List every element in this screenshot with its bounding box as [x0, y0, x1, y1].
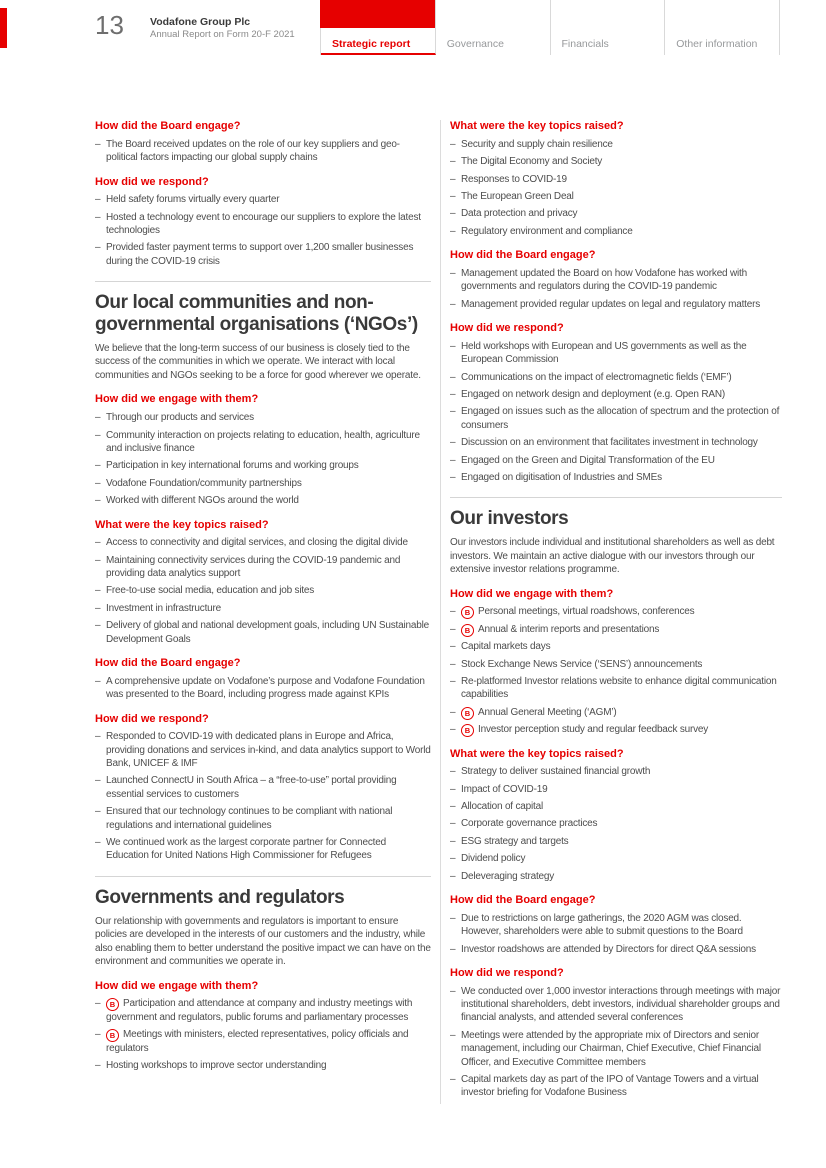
heading-engage: How did we engage with them?	[450, 587, 614, 600]
list-item-text: Hosted a technology event to encourage our suppliers to explore the latest technologies	[106, 211, 421, 237]
list-item	[95, 675, 431, 702]
list-item	[450, 454, 782, 467]
list-item-text: Corporate governance practices	[461, 818, 598, 830]
list-item-text: Free-to-use social media, education and job sites	[106, 585, 315, 597]
list-item	[95, 805, 431, 832]
heading-board-engage: How did the Board engage?	[95, 120, 241, 132]
heading-respond: How did we respond?	[450, 322, 564, 335]
list-item	[95, 602, 431, 615]
list-item	[450, 723, 782, 736]
list-item-text: Worked with different NGOs around the world	[106, 495, 299, 507]
list-item-text: Engaged on the Green and Digital Transformation of the EU	[461, 454, 715, 466]
list-item	[95, 411, 431, 424]
list-item	[450, 138, 782, 151]
list-item	[450, 436, 782, 449]
report-identity	[150, 16, 320, 41]
list-item-text: Participation in key international forums and working groups	[106, 460, 359, 472]
left-column	[95, 120, 440, 1104]
active-tab-marker	[320, 0, 435, 28]
list-item-text: Dividend policy	[461, 853, 526, 865]
list-item	[450, 658, 782, 671]
heading-board-engage: How did the Board engage?	[450, 893, 596, 906]
tab-label: Other information	[676, 38, 758, 50]
list-item	[450, 340, 782, 367]
section-rule	[450, 497, 782, 498]
section-rule	[95, 876, 431, 877]
bullet-list	[450, 765, 782, 883]
list-item-text: Investment in infrastructure	[106, 602, 222, 614]
tab-other-information[interactable]	[665, 0, 780, 55]
list-item	[95, 241, 431, 268]
bullet-list	[450, 912, 782, 956]
company-name: Vodafone Group Plc	[150, 16, 251, 28]
list-item	[450, 225, 782, 238]
list-item-text: Regulatory environment and compliance	[461, 225, 633, 237]
list-item-text: Launched ConnectU in South Africa – a “free-to-use” portal providing essential services to customers	[106, 775, 397, 800]
list-item-text: Capital markets day as part of the IPO of Vantage Towers and a virtual investor briefing for Vodafone Business	[461, 1074, 759, 1099]
list-item	[450, 1073, 782, 1100]
list-item-text: The European Green Deal	[461, 190, 574, 202]
list-item-text: Management updated the Board on how Vodafone has worked with governments and regulators during the COVID-19 pandemic	[461, 267, 747, 293]
tab-financials[interactable]	[551, 0, 666, 55]
list-item	[450, 783, 782, 796]
tab-label: Governance	[446, 38, 504, 50]
list-item-text: Re-platformed Investor relations website to enhance digital communication capabilities	[461, 675, 777, 701]
list-item	[450, 985, 782, 1025]
list-item-text: Responded to COVID-19 with dedicated plans in Europe and Africa, providing donations and services in-kind, and data analytics support to World Bank, UNICEF & IMF	[106, 731, 431, 770]
list-item-text: Personal meetings, virtual roadshows, conferences	[478, 606, 695, 618]
list-item	[450, 675, 782, 702]
list-item-text: Stock Exchange News Service (‘SENS’) announcements	[461, 658, 703, 670]
list-item-text: Community interaction on projects relating to education, health, agriculture and inclusive finance	[106, 429, 420, 454]
right-column	[441, 120, 782, 1104]
list-item	[450, 405, 782, 432]
heading-respond: How did we respond?	[95, 175, 209, 188]
list-item	[450, 706, 782, 719]
list-item	[450, 298, 782, 311]
tab-label: Strategic report	[332, 38, 411, 50]
list-item	[95, 554, 431, 581]
list-item-text: Through our products and services	[106, 412, 254, 424]
list-item	[95, 774, 431, 801]
bullet-list	[95, 997, 431, 1072]
heading-topics: What were the key topics raised?	[95, 518, 269, 531]
list-item	[450, 371, 782, 384]
list-item-text: Responses to COVID-19	[461, 173, 567, 185]
list-item	[450, 765, 782, 778]
list-item-text: Engaged on digitisation of Industries and SMEs	[461, 471, 662, 483]
list-item	[95, 584, 431, 597]
list-item	[95, 494, 431, 507]
list-item	[95, 193, 431, 206]
board-indicator-icon: B	[461, 624, 474, 637]
bullet-list	[95, 730, 431, 863]
board-indicator-icon: B	[461, 707, 474, 720]
list-item	[450, 173, 782, 186]
bullet-list	[450, 985, 782, 1100]
list-item-text: Investor roadshows are attended by Directors for direct Q&A sessions	[461, 943, 756, 955]
list-item-text: Ensured that our technology continues to be compliant with national regulations and international guidelines	[106, 806, 393, 831]
heading-board-engage: How did the Board engage?	[95, 657, 241, 669]
heading-respond: How did we respond?	[95, 712, 209, 725]
list-item	[450, 388, 782, 401]
list-item	[450, 605, 782, 618]
bullet-list	[95, 138, 431, 165]
tab-label: Financials	[561, 38, 609, 50]
list-item-text: Security and supply chain resilience	[461, 138, 613, 150]
board-indicator-icon: B	[461, 724, 474, 737]
section-title-communities: Our local communities and non-governmental organisations (‘NGOs’)	[95, 292, 418, 336]
list-item-text: Engaged on issues such as the allocation of spectrum and the protection of consumers	[461, 406, 780, 431]
section-tabs	[320, 0, 780, 55]
list-item-text: Impact of COVID-19	[461, 783, 548, 795]
list-item-text: Access to connectivity and digital services, and closing the digital divide	[106, 537, 408, 549]
tab-strategic-report[interactable]	[321, 0, 436, 55]
section-rule	[95, 281, 431, 282]
list-item	[450, 207, 782, 220]
section-title-investors: Our investors	[450, 508, 569, 530]
bullet-list	[450, 138, 782, 238]
list-item	[95, 536, 431, 549]
list-item	[450, 640, 782, 653]
list-item-text: The Board received updates on the role of our key suppliers and geo-political factors impacting our global supply chains	[106, 138, 400, 164]
list-item	[450, 155, 782, 168]
list-item	[95, 730, 431, 770]
list-item-text: Held workshops with European and US governments as well as the European Commission	[461, 340, 747, 366]
list-item	[450, 800, 782, 813]
list-item	[450, 835, 782, 848]
bullet-list	[95, 675, 431, 702]
board-indicator-icon: B	[461, 606, 474, 619]
list-item	[95, 429, 431, 456]
red-edge-bar	[0, 8, 7, 48]
list-item-text: The Digital Economy and Society	[461, 156, 603, 168]
bullet-list	[450, 340, 782, 485]
list-item	[450, 912, 782, 939]
list-item-text: We continued work as the largest corporate partner for Connected Education for United Nations High Commissioner for Refugees	[106, 837, 386, 862]
section-intro: We believe that the long-term success of our business is closely tied to the success of the communities in which we operate. We interact with local communities and NGOs seeking to be a force for good wherever we operate.	[95, 342, 421, 381]
list-item	[450, 623, 782, 636]
heading-topics: What were the key topics raised?	[450, 120, 624, 132]
list-item-text: Maintaining connectivity services during the COVID-19 pandemic and providing data analytics support	[106, 554, 401, 580]
bullet-list	[95, 193, 431, 268]
page-content	[95, 120, 782, 1104]
list-item-text: Communications on the impact of electromagnetic fields (‘EMF’)	[461, 371, 732, 383]
list-item-text: Hosting workshops to improve sector understanding	[106, 1059, 327, 1071]
list-item	[450, 190, 782, 203]
list-item	[95, 138, 431, 165]
list-item-text: A comprehensive update on Vodafone’s purpose and Vodafone Foundation was presented to the Board, including progress made against KPIs	[106, 675, 425, 701]
list-item-text: Discussion on an environment that facilitates investment in technology	[461, 437, 758, 449]
list-item	[95, 1059, 431, 1072]
list-item	[450, 943, 782, 956]
list-item-text: Provided faster payment terms to support over 1,200 smaller businesses during the COVID-19 crisis	[106, 242, 414, 267]
list-item-text: Data protection and privacy	[461, 208, 578, 220]
heading-engage: How did we engage with them?	[95, 979, 259, 992]
bullet-list	[450, 267, 782, 311]
list-item-text: Strategy to deliver sustained financial growth	[461, 766, 651, 778]
list-item-text: Deleveraging strategy	[461, 870, 555, 882]
page-number: 13	[95, 10, 124, 40]
list-item	[95, 477, 431, 490]
tab-governance[interactable]	[436, 0, 551, 55]
heading-board-engage: How did the Board engage?	[450, 249, 596, 262]
list-item	[450, 1029, 782, 1069]
list-item-text: Participation and attendance at company and industry meetings with government and regulators, public forums and parliamentary processes	[106, 998, 413, 1023]
list-item-text: Due to restrictions on large gatherings, the 2020 AGM was closed. However, shareholders were able to submit questions to the Board	[461, 912, 743, 938]
list-item-text: Meetings with ministers, elected representatives, policy officials and regulators	[106, 1029, 409, 1054]
list-item	[450, 817, 782, 830]
list-item	[450, 267, 782, 294]
bullet-list	[95, 411, 431, 507]
list-item	[95, 836, 431, 863]
board-indicator-icon: B	[106, 998, 119, 1011]
list-item	[450, 471, 782, 484]
section-title-governments: Governments and regulators	[95, 886, 345, 908]
list-item-text: Annual General Meeting (‘AGM’)	[478, 706, 617, 718]
list-item-text: ESG strategy and targets	[461, 835, 569, 847]
list-item-text: Delivery of global and national development goals, including UN Sustainable Development Goals	[106, 620, 429, 645]
list-item	[95, 1028, 431, 1055]
heading-respond: How did we respond?	[450, 966, 564, 979]
bullet-list	[450, 605, 782, 736]
list-item-text: Meetings were attended by the appropriate mix of Directors and senior management, including our Chairman, Chief Executive, Chief Financial Officer, and Executive Committee members	[461, 1029, 761, 1068]
list-item-text: Allocation of capital	[461, 801, 543, 813]
list-item	[450, 870, 782, 883]
list-item	[95, 619, 431, 646]
list-item	[95, 459, 431, 472]
report-title: Annual Report on Form 20-F 2021	[150, 29, 295, 41]
list-item-text: Engaged on network design and deployment (e.g. Open RAN)	[461, 388, 725, 400]
list-item-text: Investor perception study and regular feedback survey	[478, 724, 709, 736]
list-item-text: We conducted over 1,000 investor interactions through meetings with major institutional shareholders, debt investors, individual shareholder groups and financial analysts, and attended several conferences	[461, 985, 781, 1024]
heading-engage: How did we engage with them?	[95, 393, 259, 406]
page-header	[0, 0, 826, 55]
heading-topics: What were the key topics raised?	[450, 747, 624, 760]
bullet-list	[95, 536, 431, 646]
list-item	[95, 211, 431, 238]
list-item-text: Vodafone Foundation/community partnerships	[106, 477, 302, 489]
board-indicator-icon: B	[106, 1029, 119, 1042]
list-item	[450, 852, 782, 865]
list-item	[95, 997, 431, 1024]
list-item-text: Annual & interim reports and presentations	[478, 623, 660, 635]
section-intro: Our relationship with governments and regulators is important to ensure policies are developed in the interests of our customers and the industry, while also enabling them to better understand the positive impact we can have on the environment and communities we operate in.	[95, 915, 431, 968]
list-item-text: Management provided regular updates on legal and regulatory matters	[461, 298, 761, 310]
list-item-text: Capital markets days	[461, 641, 551, 653]
section-intro: Our investors include individual and institutional shareholders as well as debt investors. We maintain an active dialogue with our investors through our extensive investor relations programme.	[450, 537, 775, 576]
list-item-text: Held safety forums virtually every quarter	[106, 194, 280, 206]
